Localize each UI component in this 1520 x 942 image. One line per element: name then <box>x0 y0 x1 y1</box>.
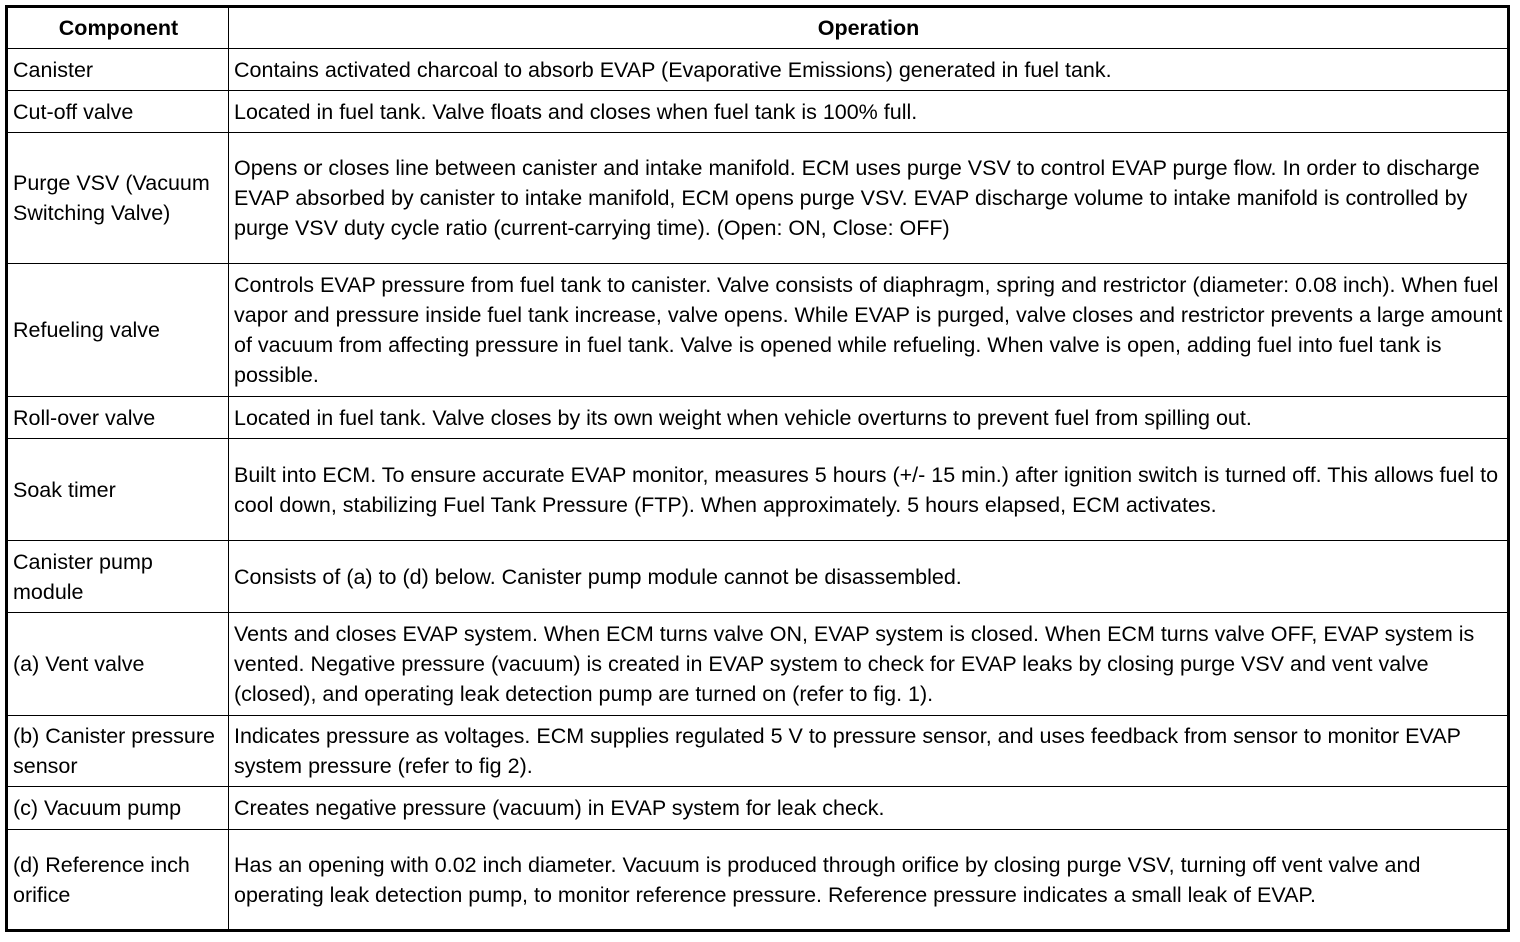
operation-cell: Consists of (a) to (d) below. Canister pump module cannot be disassembled. <box>229 541 1509 613</box>
component-cell: Purge VSV (Vacuum Switching Valve) <box>7 133 229 264</box>
header-component: Component <box>7 7 229 49</box>
component-cell: (d) Reference inch orifice <box>7 830 229 931</box>
operation-cell: Opens or closes line between canister and intake manifold. ECM uses purge VSV to control EVAP purge flow. In order to discharge EVAP absorbed by canister to intake manifold, ECM opens purge VSV. EVAP discharge volume to intake manifold is controlled by purge VSV duty cycle ratio (current-carrying time). (Open: ON, Close: OFF) <box>229 133 1509 264</box>
operation-cell: Creates negative pressure (vacuum) in EVAP system for leak check. <box>229 787 1509 830</box>
table-row <box>7 91 1509 133</box>
table-row <box>7 49 1509 91</box>
operation-cell: Has an opening with 0.02 inch diameter. Vacuum is produced through orifice by closing purge VSV, turning off vent valve and operating leak detection pump, to monitor reference pressure. Reference pressure indicates a small leak of EVAP. <box>229 830 1509 931</box>
operation-cell: Built into ECM. To ensure accurate EVAP monitor, measures 5 hours (+/- 15 min.) after ignition switch is turned off. This allows fuel to cool down, stabilizing Fuel Tank Pressure (FTP). When approximately. 5 hours elapsed, ECM activates. <box>229 439 1509 541</box>
table-row <box>7 716 1509 787</box>
operation-cell: Contains activated charcoal to absorb EVAP (Evaporative Emissions) generated in fuel tank. <box>229 49 1509 91</box>
table-row <box>7 133 1509 264</box>
component-cell: Soak timer <box>7 439 229 541</box>
table-row <box>7 541 1509 613</box>
operation-cell: Vents and closes EVAP system. When ECM turns valve ON, EVAP system is closed. When ECM turns valve OFF, EVAP system is vented. Negative pressure (vacuum) is created in EVAP system to check for EVAP leaks by closing purge VSV and vent valve (closed), and operating leak detection pump are turned on (refer to fig. 1). <box>229 613 1509 716</box>
component-cell: (a) Vent valve <box>7 613 229 716</box>
component-cell: Refueling valve <box>7 264 229 397</box>
component-cell: (c) Vacuum pump <box>7 787 229 830</box>
operation-cell: Located in fuel tank. Valve closes by its own weight when vehicle overturns to prevent fuel from spilling out. <box>229 397 1509 439</box>
header-row <box>7 7 1509 49</box>
component-cell: Cut-off valve <box>7 91 229 133</box>
table-row <box>7 439 1509 541</box>
operation-cell: Located in fuel tank. Valve floats and closes when fuel tank is 100% full. <box>229 91 1509 133</box>
component-cell: (b) Canister pressure sensor <box>7 716 229 787</box>
component-cell: Canister <box>7 49 229 91</box>
operation-cell: Indicates pressure as voltages. ECM supplies regulated 5 V to pressure sensor, and uses feedback from sensor to monitor EVAP system pressure (refer to fig 2). <box>229 716 1509 787</box>
table-row <box>7 264 1509 397</box>
table-row <box>7 787 1509 830</box>
operation-cell: Controls EVAP pressure from fuel tank to canister. Valve consists of diaphragm, spring and restrictor (diameter: 0.08 inch). When fuel vapor and pressure inside fuel tank increase, valve opens. While EVAP is purged, valve closes and restrictor prevents a large amount of vacuum from affecting pressure in fuel tank. Valve is opened while refueling. When valve is open, adding fuel into fuel tank is possible. <box>229 264 1509 397</box>
table-row <box>7 397 1509 439</box>
evap-components-table <box>5 5 1510 932</box>
component-cell: Roll-over valve <box>7 397 229 439</box>
component-cell: Canister pump module <box>7 541 229 613</box>
header-operation: Operation <box>229 7 1509 49</box>
table-row <box>7 830 1509 931</box>
table-row <box>7 613 1509 716</box>
